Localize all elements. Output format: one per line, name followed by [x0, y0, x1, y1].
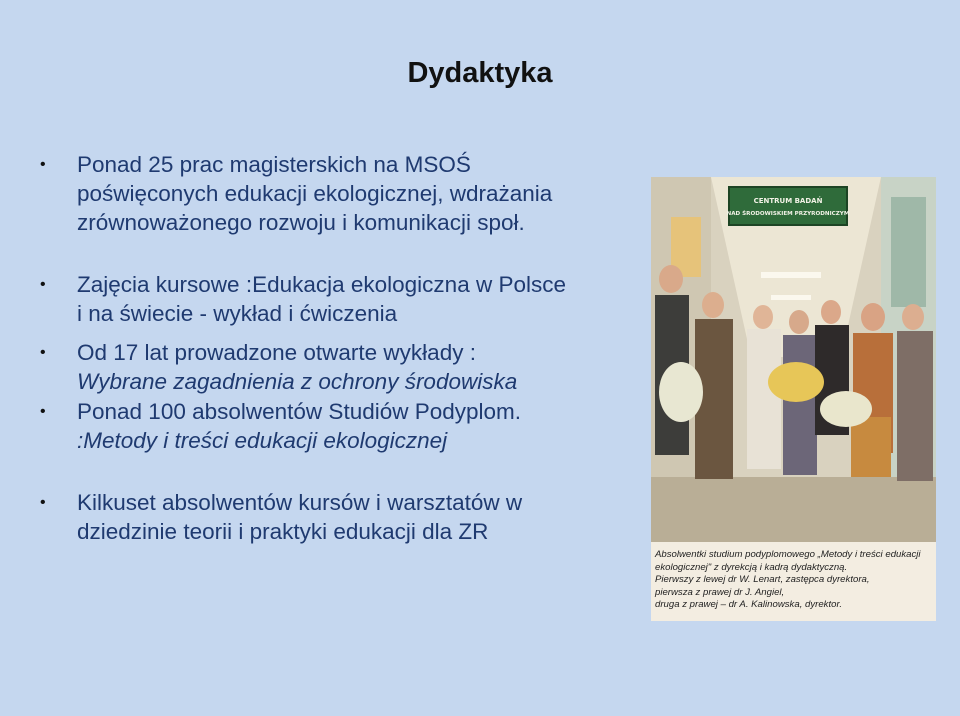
person-head [902, 304, 924, 330]
ceiling-light [761, 272, 821, 278]
slide-title: Dydaktyka [407, 57, 553, 89]
bullet-glyph: • [40, 344, 46, 361]
bullet-glyph: • [40, 494, 46, 511]
person-head [789, 310, 809, 334]
person-skirt [851, 417, 891, 477]
photo-figure [651, 177, 936, 621]
bullet-line: zrównoważonego rozwoju i komunikacji społ. [77, 210, 525, 235]
caption-line: ekologicznej" z dyrekcją i kadrą dydaktyczną. [655, 561, 848, 573]
person-head [753, 305, 773, 329]
group-photo-illustration [651, 177, 936, 542]
bullet-line: dziedzinie teorii i praktyki edukacji dla ZR [77, 519, 489, 544]
person-head [861, 303, 885, 331]
flower-bouquet [768, 362, 824, 402]
person-head [702, 292, 724, 318]
bullet-line: Ponad 100 absolwentów Studiów Podyplom. [77, 399, 522, 424]
flower-bouquet [659, 362, 703, 422]
photo-caption [655, 549, 935, 612]
bullet-line: i na świecie - wykład i ćwiczenia [77, 301, 398, 326]
bullet-glyph: • [40, 276, 46, 293]
bullet-glyph: • [40, 156, 46, 173]
bullet-line: Od 17 lat prowadzone otwarte wykłady : [77, 340, 476, 365]
bullet-line: poświęconych edukacji ekologicznej, wdrażania [77, 181, 553, 206]
bullet-text [77, 150, 652, 237]
institute-sign [729, 187, 847, 225]
bullet-text [77, 270, 652, 328]
person-body [747, 329, 781, 469]
person-head [821, 300, 841, 324]
person-body [783, 335, 817, 475]
floor [651, 477, 936, 542]
person-body [897, 331, 933, 481]
caption-line: Pierwszy z lewej dr W. Lenart, zastępca dyrektora, [655, 574, 870, 585]
door-panel [891, 197, 926, 307]
ceiling-light [771, 295, 811, 300]
bullet-glyph: • [40, 403, 46, 420]
bullet-line: Ponad 25 prac magisterskich na MSOŚ [77, 152, 471, 177]
sign-text-line1: CENTRUM BADAŃ [753, 197, 823, 205]
bullet-text [77, 488, 652, 546]
person-head [659, 265, 683, 293]
bullet-line: Zajęcia kursowe :Edukacja ekologiczna w Polsce [77, 272, 566, 297]
caption-line: pierwsza z prawej dr J. Angiel, [655, 586, 785, 598]
caption-line: druga z prawej – dr A. Kalinowska, dyrektor. [655, 599, 842, 610]
bullet-text [77, 397, 652, 455]
bullet-line-italic: :Metody i treści edukacji ekologicznej [77, 428, 448, 453]
flower-bouquet [820, 391, 872, 427]
bullet-line: Kilkuset absolwentów kursów i warsztatów w [77, 490, 523, 515]
bullet-text [77, 338, 652, 396]
group-photo [651, 177, 936, 542]
bullet-line-italic: Wybrane zagadnienia z ochrony środowiska [77, 369, 518, 394]
caption-line: Absolwentki studium podyplomowego „Metody i treści edukacji [655, 549, 921, 560]
sign-text-line2: NAD ŚRODOWISKIEM PRZYRODNICZYM [726, 211, 850, 217]
